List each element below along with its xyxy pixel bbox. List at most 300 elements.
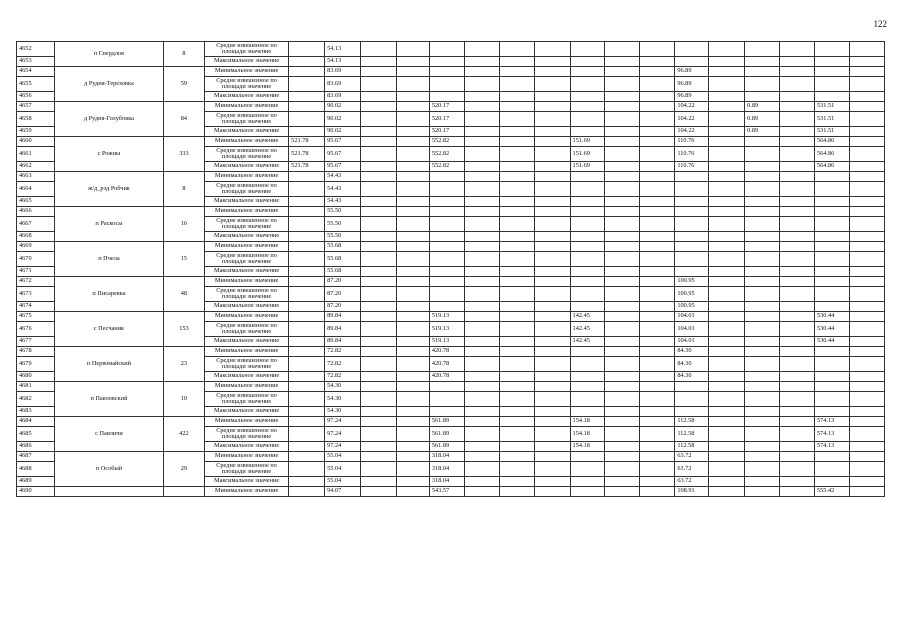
value-type-label: Средне взвешенное по площади значение [204,217,288,232]
value-cell [780,67,815,77]
value-cell [499,407,534,417]
value-cell [570,217,605,232]
value-cell [709,487,745,497]
value-cell [849,407,884,417]
value-cell: 55.50 [325,232,361,242]
value-cell [289,477,325,487]
value-cell [745,487,780,497]
value-cell [849,322,884,337]
value-cell [709,442,745,452]
value-cell [499,487,534,497]
value-cell [814,252,849,267]
value-cell [745,357,780,372]
value-cell [709,347,745,357]
settlement-name-cell: с Песчаник [55,312,164,347]
value-cell [464,287,499,302]
row-number-cell: 4684 [17,417,55,427]
value-cell [361,347,397,357]
value-cell [396,182,429,197]
row-number-cell: 4668 [17,232,55,242]
value-cell [396,372,429,382]
value-cell [396,442,429,452]
value-cell [429,287,464,302]
value-cell [361,67,397,77]
value-cell [745,207,780,217]
value-cell [814,232,849,242]
value-cell [361,442,397,452]
value-cell [361,217,397,232]
value-cell [709,392,745,407]
value-cell: 561.89 [429,417,464,427]
value-cell [464,417,499,427]
value-cell [570,372,605,382]
value-cell [499,112,534,127]
value-type-label: Минимальное значение [204,242,288,252]
value-cell [570,172,605,182]
value-cell [814,287,849,302]
page-number: 122 [873,19,887,29]
population-cell: 8 [163,172,204,207]
value-cell [464,487,499,497]
table-row [17,102,885,112]
value-cell [396,417,429,427]
value-cell [464,277,499,287]
value-cell [570,287,605,302]
value-cell: 555.42 [814,487,849,497]
value-cell [534,217,570,232]
population-cell: 84 [163,102,204,137]
value-cell [780,42,815,57]
value-cell [709,372,745,382]
value-cell [534,302,570,312]
value-cell [640,102,675,112]
value-cell: 55.04 [325,452,361,462]
value-cell [534,232,570,242]
value-cell [289,487,325,497]
value-cell [396,337,429,347]
value-cell [570,462,605,477]
value-cell [396,147,429,162]
row-number-cell: 4675 [17,312,55,322]
value-cell: 90.02 [325,112,361,127]
value-cell: 552.82 [429,147,464,162]
value-cell: 63.72 [675,462,709,477]
value-cell [499,302,534,312]
value-cell [464,302,499,312]
value-cell [780,487,815,497]
value-cell [849,162,884,172]
value-cell [361,312,397,322]
value-cell [640,57,675,67]
value-cell [745,372,780,382]
value-cell: 96.89 [675,67,709,77]
settlement-name-cell: д Рудня-Тереховка [55,67,164,102]
value-cell: 84.30 [675,357,709,372]
value-cell [361,322,397,337]
value-cell [814,57,849,67]
row-number-cell: 4689 [17,477,55,487]
value-cell [745,322,780,337]
value-cell [640,127,675,137]
value-cell [849,452,884,462]
value-cell [396,277,429,287]
value-cell [429,217,464,232]
value-cell: 318.04 [429,462,464,477]
value-cell [396,462,429,477]
row-number-cell: 4659 [17,127,55,137]
value-cell [289,67,325,77]
value-cell [289,267,325,277]
value-cell [429,232,464,242]
value-cell [396,382,429,392]
value-cell: 95.67 [325,147,361,162]
value-cell [464,57,499,67]
value-cell [709,127,745,137]
value-cell [429,252,464,267]
value-type-label: Минимальное значение [204,277,288,287]
value-cell [396,137,429,147]
value-cell [780,407,815,417]
value-cell [640,487,675,497]
value-cell: 96.89 [675,77,709,92]
value-type-label: Средне взвешенное по площади значение [204,77,288,92]
value-cell: 520.17 [429,127,464,137]
value-cell [745,427,780,442]
value-cell [361,102,397,112]
value-cell: 0.89 [745,102,780,112]
value-cell [361,242,397,252]
row-number-cell: 4664 [17,182,55,197]
value-cell [396,357,429,372]
value-cell [640,427,675,442]
value-cell [780,302,815,312]
value-cell [745,242,780,252]
value-cell: 318.04 [429,452,464,462]
value-cell [640,407,675,417]
value-cell [780,417,815,427]
value-cell: 519.13 [429,322,464,337]
value-cell [464,102,499,112]
value-cell: 89.84 [325,337,361,347]
value-cell [499,452,534,462]
value-cell: 100.95 [675,302,709,312]
value-cell [534,277,570,287]
value-cell [534,77,570,92]
value-cell [396,477,429,487]
value-cell [605,182,640,197]
value-cell [534,442,570,452]
value-type-label: Максимальное значение [204,267,288,277]
value-cell: 54.30 [325,407,361,417]
value-cell [499,347,534,357]
value-cell [849,382,884,392]
value-cell [849,487,884,497]
population-cell: 422 [163,417,204,452]
value-type-label: Максимальное значение [204,162,288,172]
value-type-label: Минимальное значение [204,487,288,497]
value-cell: 55.50 [325,207,361,217]
value-cell [640,67,675,77]
value-cell [499,42,534,57]
value-cell: 72.82 [325,357,361,372]
value-cell [289,217,325,232]
population-cell: 333 [163,137,204,172]
value-cell [396,57,429,67]
value-cell [570,487,605,497]
value-cell [361,92,397,102]
row-number-cell: 4656 [17,92,55,102]
value-type-label: Средне взвешенное по площади значение [204,112,288,127]
table-row [17,382,885,392]
value-cell: 151.69 [570,147,605,162]
row-number-cell: 4665 [17,197,55,207]
table-body [17,42,885,497]
value-cell [745,67,780,77]
value-cell: 104.01 [675,322,709,337]
value-cell: 564.86 [814,137,849,147]
value-cell [361,77,397,92]
value-cell [745,382,780,392]
row-number-cell: 4685 [17,427,55,442]
value-cell [814,302,849,312]
table-row [17,172,885,182]
value-cell [499,182,534,197]
population-cell: 153 [163,312,204,347]
value-type-label: Средне взвешенное по площади значение [204,287,288,302]
value-cell [499,277,534,287]
value-type-label: Средне взвешенное по площади значение [204,322,288,337]
value-cell [534,57,570,67]
table-row [17,452,885,462]
value-cell [289,197,325,207]
row-number-cell: 4682 [17,392,55,407]
value-cell [499,57,534,67]
value-cell [745,137,780,147]
value-cell: 0.89 [745,112,780,127]
value-cell: 63.72 [675,452,709,462]
value-cell [605,322,640,337]
value-cell [464,162,499,172]
value-cell [709,182,745,197]
value-cell [534,477,570,487]
value-cell [396,487,429,497]
value-cell: 104.01 [675,337,709,347]
value-cell [361,487,397,497]
value-cell [849,312,884,322]
value-cell [361,252,397,267]
value-cell [289,77,325,92]
value-cell [396,242,429,252]
value-cell [464,477,499,487]
value-cell: 89.84 [325,322,361,337]
value-cell [849,372,884,382]
table-row [17,277,885,287]
table-row [17,312,885,322]
value-cell [429,242,464,252]
row-number-cell: 4662 [17,162,55,172]
value-cell [640,77,675,92]
value-cell [464,427,499,442]
value-cell [361,337,397,347]
value-cell [745,452,780,462]
value-cell [745,407,780,417]
value-cell [464,112,499,127]
value-cell [675,267,709,277]
value-cell [289,407,325,417]
value-cell: 54.30 [325,382,361,392]
value-cell [814,452,849,462]
value-cell [640,267,675,277]
value-type-label: Максимальное значение [204,302,288,312]
population-cell: 23 [163,347,204,382]
value-cell [605,162,640,172]
value-cell [780,182,815,197]
value-cell [709,67,745,77]
value-cell [570,77,605,92]
value-cell [289,442,325,452]
value-cell [429,172,464,182]
value-cell [464,372,499,382]
value-cell: 87.20 [325,287,361,302]
value-cell [709,337,745,347]
value-cell [675,42,709,57]
value-cell [640,462,675,477]
value-cell: 543.57 [429,487,464,497]
value-cell [640,452,675,462]
value-cell [849,67,884,77]
value-cell [361,477,397,487]
value-cell [570,42,605,57]
value-cell [429,182,464,197]
settlement-name-cell: п Раскосы [55,207,164,242]
value-cell [289,172,325,182]
value-cell [605,417,640,427]
value-cell [709,92,745,102]
value-cell [780,162,815,172]
value-cell: 55.68 [325,252,361,267]
value-cell [396,92,429,102]
value-cell [429,67,464,77]
value-cell: 55.68 [325,242,361,252]
value-cell: 110.76 [675,137,709,147]
value-cell [361,172,397,182]
value-cell [849,102,884,112]
value-cell [745,217,780,232]
value-cell [534,452,570,462]
value-cell [499,252,534,267]
value-cell [289,462,325,477]
value-cell [570,277,605,287]
value-cell [709,427,745,442]
value-cell [464,137,499,147]
value-cell [640,372,675,382]
value-cell [429,407,464,417]
value-cell: 54.43 [325,197,361,207]
value-cell [745,92,780,102]
value-cell [780,242,815,252]
value-cell [814,172,849,182]
value-cell [361,357,397,372]
row-number-cell: 4676 [17,322,55,337]
row-number-cell: 4678 [17,347,55,357]
value-cell [780,172,815,182]
value-cell [605,77,640,92]
value-cell [640,112,675,127]
value-cell [499,77,534,92]
value-cell [499,417,534,427]
value-cell [780,287,815,302]
value-cell [464,172,499,182]
value-type-label: Максимальное значение [204,197,288,207]
value-cell [605,147,640,162]
value-cell [849,357,884,372]
value-cell: 104.22 [675,112,709,127]
value-cell [361,42,397,57]
value-cell [709,477,745,487]
value-cell [289,207,325,217]
table-row [17,42,885,57]
value-cell [709,147,745,162]
value-cell: 55.50 [325,217,361,232]
table-row [17,417,885,427]
value-cell [780,382,815,392]
value-cell [849,242,884,252]
value-cell [534,162,570,172]
value-cell [464,347,499,357]
value-cell: 519.13 [429,337,464,347]
value-cell [640,242,675,252]
value-cell [534,382,570,392]
value-cell [745,172,780,182]
value-cell: 55.68 [325,267,361,277]
value-cell: 83.69 [325,92,361,102]
value-cell: 54.13 [325,42,361,57]
value-cell [499,232,534,242]
value-cell: 97.24 [325,427,361,442]
value-cell [464,357,499,372]
value-cell [361,162,397,172]
value-cell [429,392,464,407]
row-number-cell: 4660 [17,137,55,147]
value-cell [605,102,640,112]
value-cell [605,112,640,127]
value-cell [534,207,570,217]
value-cell: 521.78 [289,137,325,147]
value-cell [849,172,884,182]
settlement-name-cell: с Павличи [55,417,164,452]
row-number-cell: 4688 [17,462,55,477]
value-cell: 151.69 [570,162,605,172]
value-cell [814,92,849,102]
value-cell [289,302,325,312]
value-type-label: Максимальное значение [204,442,288,452]
value-cell [534,487,570,497]
value-cell [640,252,675,267]
value-cell [570,452,605,462]
value-cell [361,182,397,197]
value-cell [675,172,709,182]
value-cell [745,392,780,407]
value-cell [534,357,570,372]
value-cell [605,477,640,487]
value-cell: 521.78 [289,147,325,162]
value-cell [605,337,640,347]
value-cell: 561.89 [429,442,464,452]
value-cell [570,57,605,67]
value-cell: 55.04 [325,462,361,477]
value-cell [640,392,675,407]
value-cell [570,477,605,487]
